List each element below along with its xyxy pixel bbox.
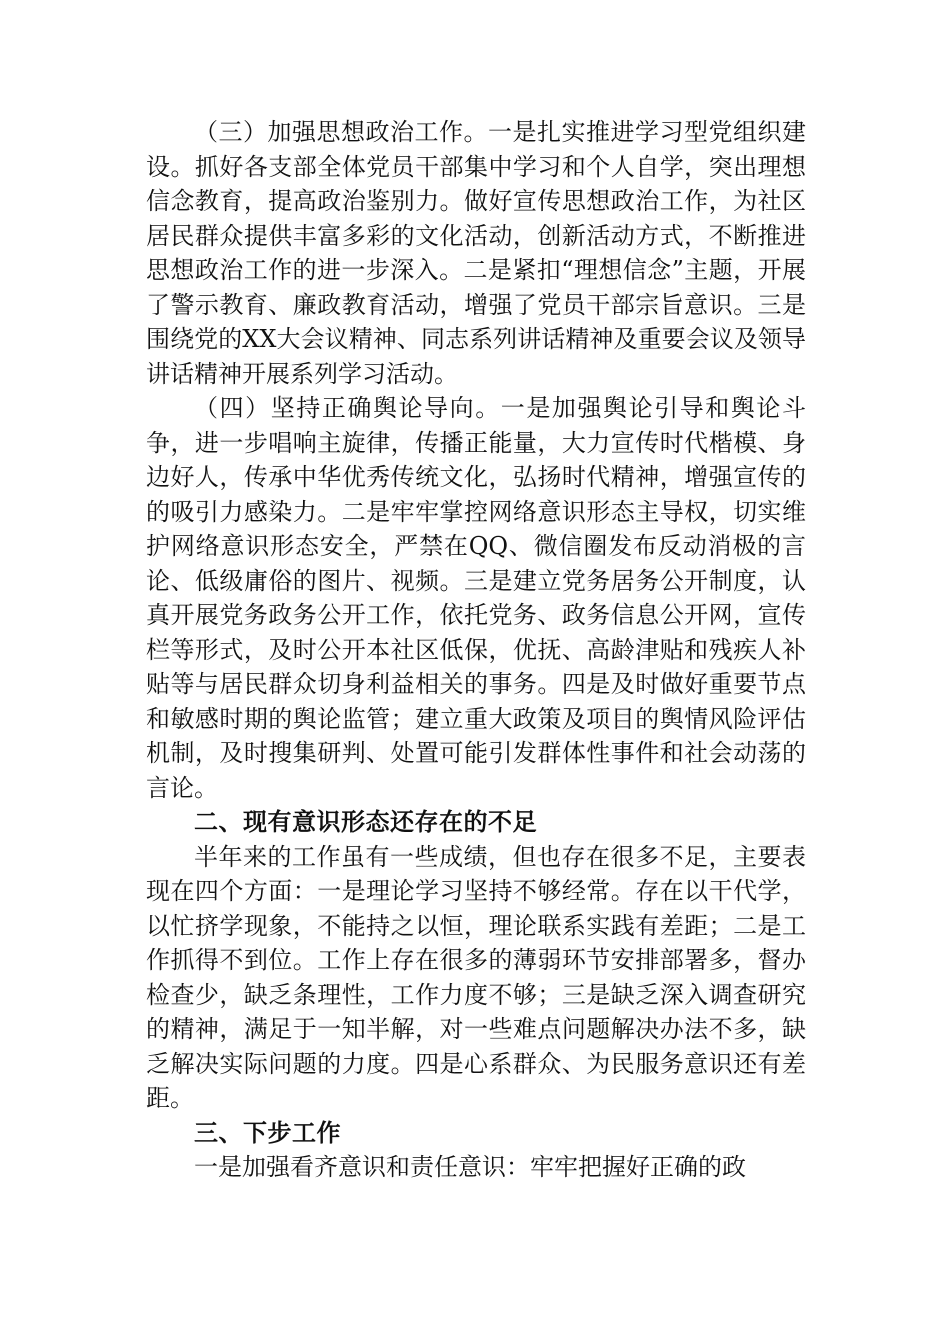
document-page xyxy=(146,115,806,1185)
section-heading-shortcomings: 二、现有意识形态还存在的不足 xyxy=(194,808,537,836)
paragraph-ideological-work: （三）加强思想政治工作。一是扎实推进学习型党组织建设。抓好各支部全体党员干部集中学习和个人自学，突出理想信念教育，提高政治鉴别力。做好宣传思想政治工作，为社区居民群众提供丰富多彩的文化活动，创新活动方式，不断推进思想政治工作的进一步深入。二是紧扣“理想信念”主题，开展了警示教育、廉政教育活动，增强了党员干部宗旨意识。三是围绕党的XX大会议精神、同志系列讲话精神及重要会议及领导讲话精神开展系列学习活动。 xyxy=(146,118,806,388)
paragraph-shortcomings: 半年来的工作虽有一些成绩，但也存在很多不足，主要表现在四个方面：一是理论学习坚持不够经常。存在以干代学，以忙挤学现象，不能持之以恒，理论联系实践有差距；二是工作抓得不到位。工作上存在很多的薄弱环节安排部署多，督办检查少，缺乏条理性，工作力度不够；三是缺乏深入调查研究的精神，满足于一知半解，对一些难点问题解决办法不多，缺乏解决实际问题的力度。四是心系群众、为民服务意识还有差距。 xyxy=(146,842,806,1112)
paragraph-public-opinion: （四）坚持正确舆论导向。一是加强舆论引导和舆论斗争，进一步唱响主旋律，传播正能量，大力宣传时代楷模、身边好人，传承中华优秀传统文化，弘扬时代精神，增强宣传的的吸引力感染力。二是牢牢掌控网络意识形态主导权，切实维护网络意识形态安全，严禁在QQ、微信圈发布反动消极的言论、低级庸俗的图片、视频。三是建立党务居务公开制度，认真开展党务政务公开工作，依托党务、政务信息公开网，宣传栏等形式，及时公开本社区低保，优抚、高龄津贴和残疾人补贴等与居民群众切身利益相关的事务。四是及时做好重要节点和敏感时期的舆论监管；建立重大政策及项目的舆情风险评估机制，及时搜集研判、处置可能引发群体性事件和社会动荡的言论。 xyxy=(146,394,806,802)
paragraph-next-steps: 一是加强看齐意识和责任意识：牢牢把握好正确的政 xyxy=(194,1153,746,1181)
section-heading-next-steps: 三、下步工作 xyxy=(194,1118,341,1147)
